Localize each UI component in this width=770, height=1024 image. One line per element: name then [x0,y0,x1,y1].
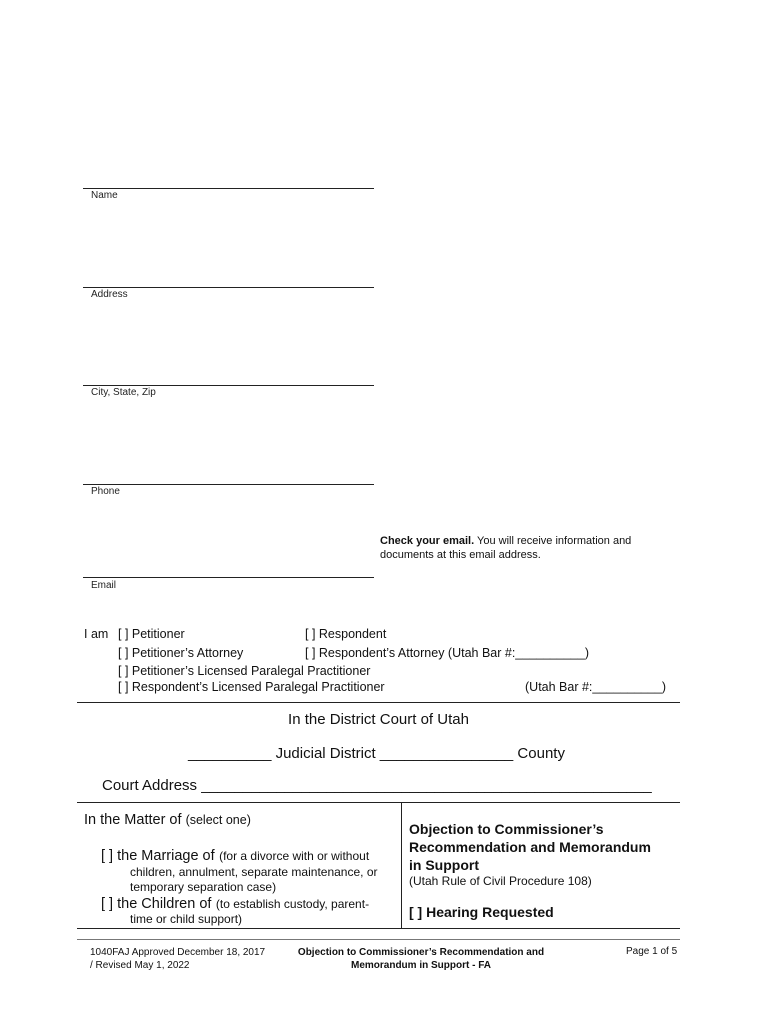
address-line[interactable] [83,287,374,288]
doc-title-line1: Objection to Commissioner’s [409,821,604,837]
petitioner-attorney-checkbox[interactable]: [ ] Petitioner’s Attorney [118,646,244,660]
footer-title-line1: Objection to Commissioner’s Recommendation and [297,947,545,958]
phone-label: Phone [91,486,120,497]
email-note [380,534,680,562]
footer-title [276,946,566,972]
footer-divider [77,939,680,940]
children-checkbox[interactable]: [ ] the Children of [101,896,212,912]
email-note-line2: documents at this email address. [380,549,541,561]
children-option[interactable] [101,895,401,913]
phone-line[interactable] [83,484,374,485]
email-note-bold: Check your email. [380,535,475,547]
petitioner-checkbox[interactable]: [ ] Petitioner [118,627,185,641]
name-line[interactable] [83,188,374,189]
divider-bottom [77,928,680,929]
rule-reference: (Utah Rule of Civil Procedure 108) [409,874,592,888]
marriage-note-3: temporary separation case) [130,880,277,894]
footer-form-id-line2: / Revised May 1, 2022 [90,960,190,971]
marriage-option[interactable] [101,847,401,865]
respondent-attorney-checkbox[interactable]: [ ] Respondent’s Attorney (Utah Bar #:__________) [305,646,589,660]
marriage-checkbox[interactable]: [ ] the Marriage of [101,848,215,864]
city-state-zip-line[interactable] [83,385,374,386]
email-line[interactable] [83,577,374,578]
footer-title-line2: Memorandum in Support - FA [351,960,491,971]
matter-heading-text: In the Matter of [84,812,182,828]
marriage-note-2: children, annulment, separate maintenance, or [130,865,378,879]
court-address-line[interactable]: Court Address ______________________________________________________ [102,777,652,794]
matter-heading [84,812,251,828]
divider-caption [77,802,680,803]
city-state-zip-label: City, State, Zip [91,387,156,398]
caption-divider [401,802,402,928]
respondent-lpp-checkbox[interactable]: [ ] Respondent’s Licensed Paralegal Practitioner [118,680,385,694]
footer-form-id-line1: 1040FAJ Approved December 18, 2017 [90,947,266,958]
matter-heading-note: (select one) [185,813,251,827]
children-note-2: time or child support) [130,912,243,926]
address-label: Address [91,289,128,300]
doc-title-line2: Recommendation and Memorandum [409,839,651,855]
petitioner-lpp-checkbox[interactable]: [ ] Petitioner’s Licensed Paralegal Practitioner [118,664,371,678]
footer-form-id [90,946,265,972]
doc-title [409,820,651,874]
footer-page-number: Page 1 of 5 [626,946,678,957]
respondent-checkbox[interactable]: [ ] Respondent [305,627,387,641]
divider-top [77,702,680,703]
children-note: (to establish custody, parent- [215,897,370,911]
email-note-rest: You will receive information and [474,535,632,547]
name-label: Name [91,190,118,201]
respondent-lpp-bar[interactable]: (Utah Bar #:__________) [525,680,667,694]
email-label: Email [91,580,117,591]
court-title: In the District Court of Utah [288,711,469,728]
marriage-note: (for a divorce with or without [219,849,370,863]
doc-title-line3: in Support [409,857,479,873]
hearing-requested-checkbox[interactable]: [ ] Hearing Requested [409,904,554,920]
i-am-label: I am [84,627,109,641]
district-line[interactable]: __________ Judicial District ________________ County [188,745,565,762]
